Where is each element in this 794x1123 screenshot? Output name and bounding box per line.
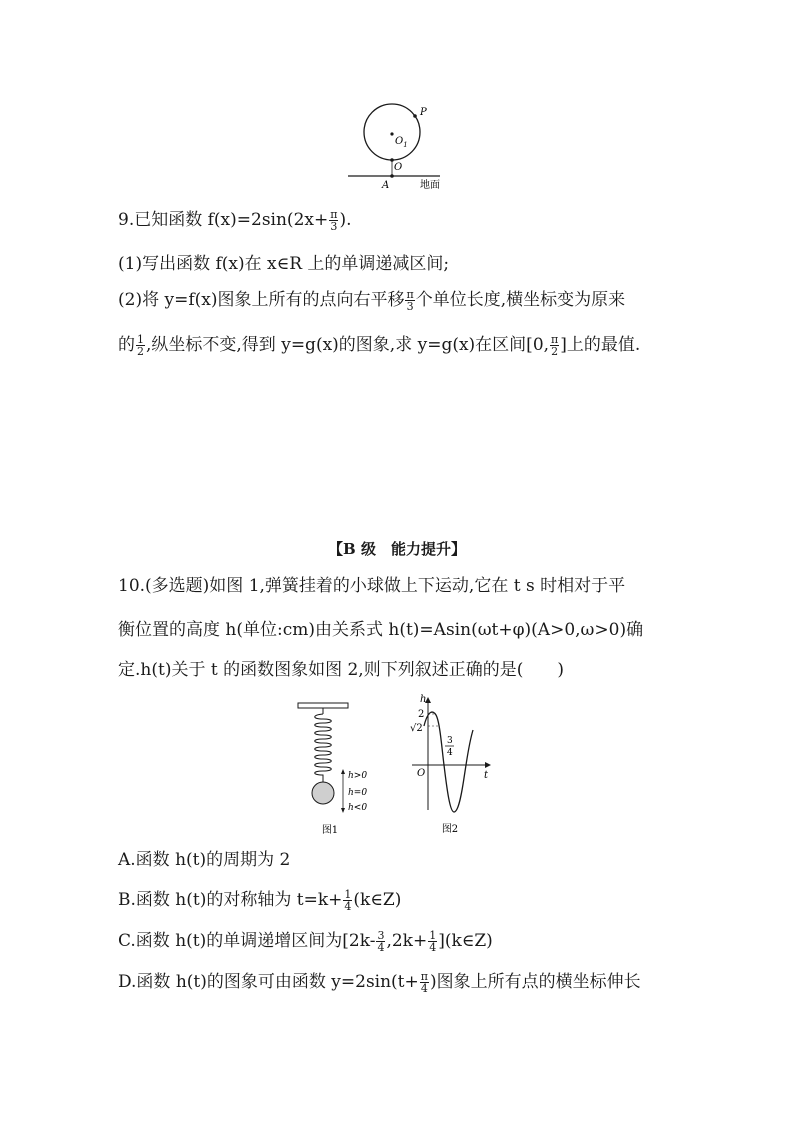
label-h-negative: h<0 (348, 803, 368, 813)
label-ground: 地面 (420, 180, 440, 191)
label-h-axis: h (420, 694, 427, 705)
ball (312, 782, 334, 804)
q10-line-3: 定.h(t)关于 t 的函数图象如图 2,则下列叙述正确的是( ) (118, 660, 564, 680)
label-value-2: 2 (418, 709, 425, 720)
label-h-zero: h=0 (348, 788, 368, 798)
option-d: D.函数 h(t)的图象可由函数 y=2sin(t+ $\frac{\pi}{4}$ )图象上所有点的横坐标伸长 (118, 970, 641, 995)
q9-line-1: 9.已知函数 f(x)=2sin(2x+ $\frac{\pi}{3}$ ). (118, 208, 352, 233)
fraction: $\frac{\pi}{3}$ (330, 208, 338, 233)
sine-curve (424, 712, 473, 812)
q10-line-2: 衡位置的高度 h(单位:cm)由关系式 h(t)=Asin(ωt+φ)(A>0,ω>0)确 (118, 620, 644, 640)
spring-figure (290, 700, 370, 840)
fraction: $\frac{3}{4}$ (377, 929, 385, 954)
section-title: 【B 级 能力提升】 (328, 540, 466, 558)
point-p (413, 114, 417, 118)
label-o: O (394, 162, 403, 173)
spring-coil (315, 714, 332, 782)
option-a: A.函数 h(t)的周期为 2 (118, 850, 291, 870)
graph-figure (400, 690, 500, 840)
label-t-axis: t (484, 770, 489, 781)
wheel-figure (340, 100, 460, 195)
fraction: $\frac{1}{4}$ (429, 929, 437, 954)
label-frac-den: 4 (447, 748, 453, 758)
q9-line-2: (1)写出函数 f(x)在 x∈R 上的单调递减区间; (118, 254, 450, 274)
label-o1: $O_1$ (395, 136, 408, 149)
q9-line-4: 的 $\frac{1}{2}$ ,纵坐标不变,得到 y=g(x)的图象,求 y=g(x)在区间[0, $\frac{\pi}{2}$ ]上的最值. (118, 333, 641, 358)
q10-line-1: 10.(多选题)如图 1,弹簧挂着的小球做上下运动,它在 t s 时相对于平 (118, 576, 626, 596)
label-frac-num: 3 (447, 736, 453, 746)
option-c: C.函数 h(t)的单调递增区间为[2k- $\frac{3}{4}$ ,2k+ $\frac{1}{4}$ ](k∈Z) (118, 929, 493, 954)
fraction: $\frac{\pi}{4}$ (420, 970, 428, 995)
wheel-circle (364, 104, 420, 160)
label-a: A (382, 180, 390, 191)
option-b: B.函数 h(t)的对称轴为 t=k+ $\frac{1}{4}$ (k∈Z) (118, 888, 402, 913)
ceiling-bar (298, 703, 348, 708)
fraction: $\frac{1}{4}$ (344, 888, 352, 913)
figure1-caption: 图1 (321, 825, 339, 836)
label-origin: O (417, 768, 426, 779)
fraction: $\frac{\pi}{2}$ (551, 333, 559, 358)
fraction: $\frac{\pi}{3}$ (406, 288, 414, 313)
q9-line-3: (2)将 y=f(x)图象上所有的点向右平移 $\frac{\pi}{3}$ 个单位长度,横坐标变为原来 (118, 288, 626, 313)
label-h-positive: h>0 (348, 771, 368, 781)
fraction: $\frac{1}{2}$ (137, 333, 144, 358)
center-point (390, 132, 393, 135)
label-p: P (420, 107, 427, 118)
figure2-caption: 图2 (441, 824, 459, 835)
label-value-sqrt2: √2 (410, 723, 423, 734)
